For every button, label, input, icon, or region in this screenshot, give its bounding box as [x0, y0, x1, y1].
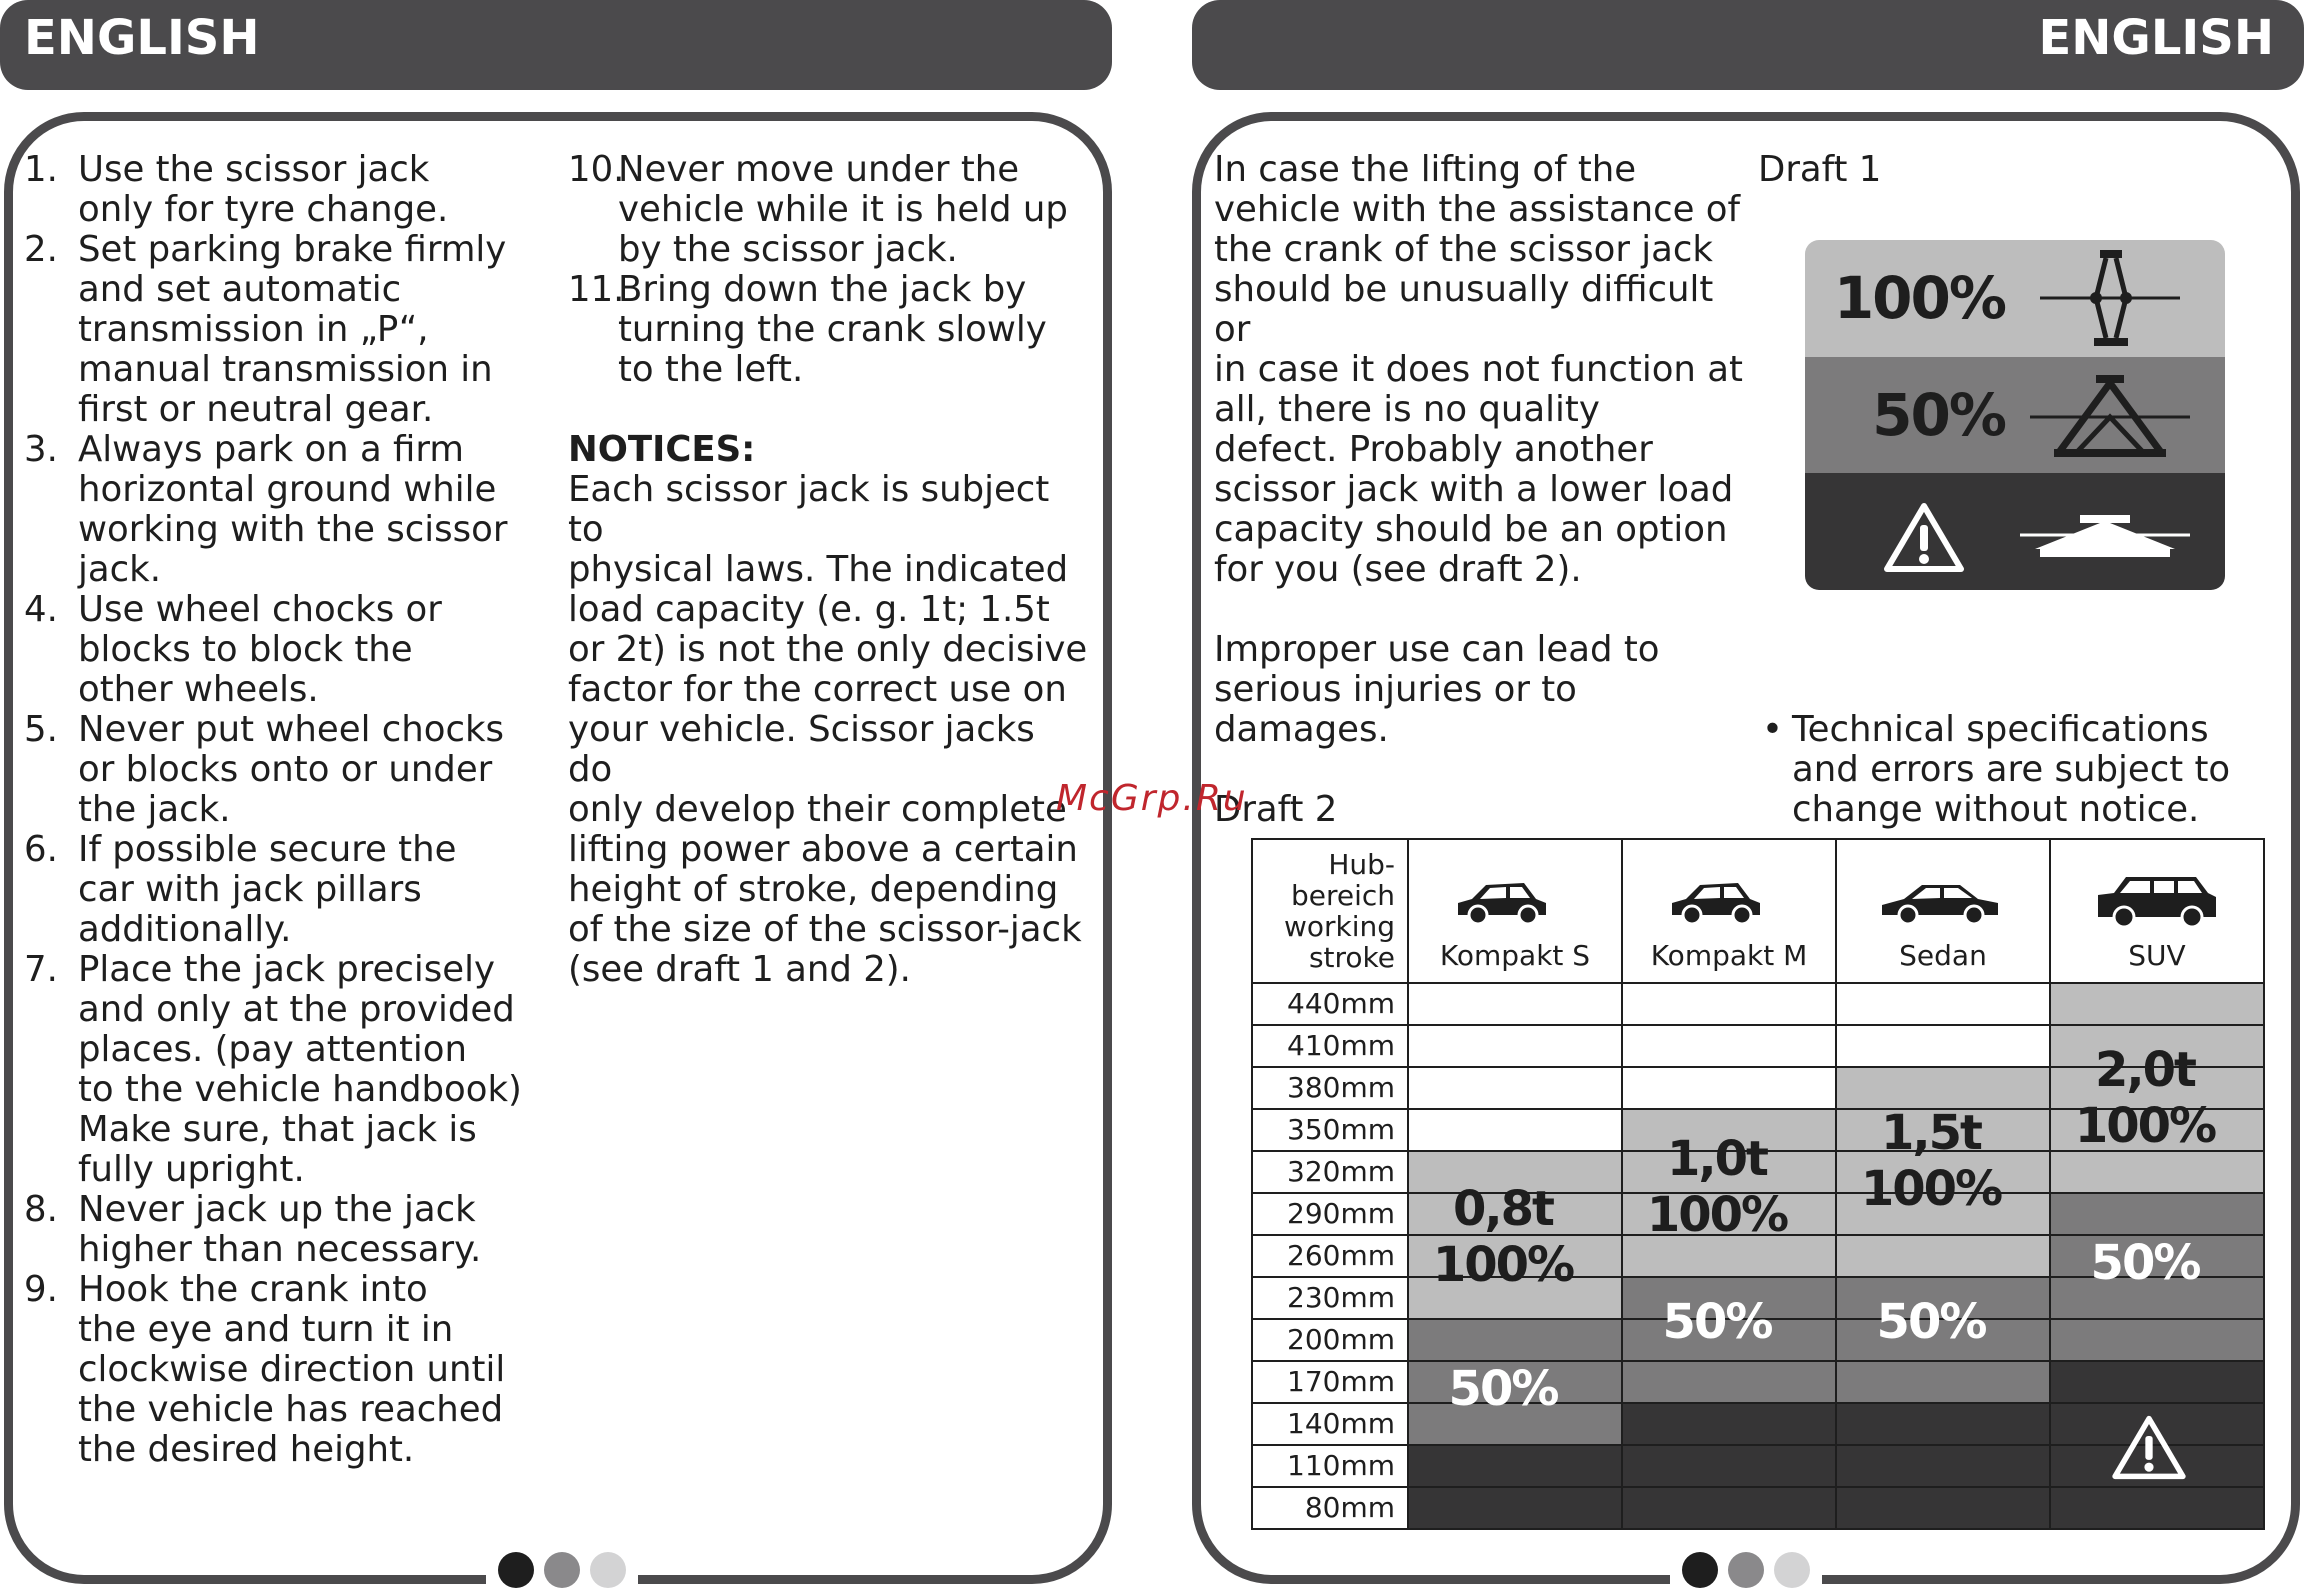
- load-cell: [1836, 1025, 2050, 1067]
- instruction-step: [24, 590, 544, 710]
- step-text-line: other wheels.: [78, 669, 319, 710]
- page-dot: [1728, 1552, 1764, 1588]
- intro-text: [1214, 150, 1754, 750]
- notices-line: height of stroke, depending: [568, 869, 1059, 910]
- notices-text: [568, 470, 1088, 990]
- stroke-height-label: 80mm: [1252, 1487, 1408, 1529]
- car-sedan-icon: [1837, 871, 2049, 931]
- step-text-line: Hook the crank into: [78, 1269, 428, 1310]
- draft2-label: Draft 2: [1214, 789, 1338, 830]
- step-number: 10.: [568, 149, 625, 190]
- notices-line: only develop their complete: [568, 789, 1067, 830]
- intro-line: scissor jack with a lower load: [1214, 469, 1734, 510]
- load-cell: [1408, 1067, 1622, 1109]
- instruction-step: [24, 430, 544, 590]
- intro-line: In case the lifting of the: [1214, 149, 1637, 190]
- step-text-line: or blocks onto or under: [78, 749, 493, 790]
- notices-line: of the size of the scissor-jack: [568, 909, 1082, 950]
- table-warning-icon: [2111, 1414, 2187, 1484]
- step-text-line: fully upright.: [78, 1149, 305, 1190]
- stroke-height-label: 320mm: [1252, 1151, 1408, 1193]
- instruction-step: [24, 830, 544, 950]
- intro-line: all, there is no quality: [1214, 389, 1600, 430]
- step-text-line: and set automatic: [78, 269, 402, 310]
- load-cell: [2050, 1151, 2264, 1193]
- load-cell: [1836, 1235, 2050, 1277]
- load-cell: [1622, 983, 1836, 1025]
- load-cell: [2050, 1193, 2264, 1235]
- stroke-height-label: 290mm: [1252, 1193, 1408, 1235]
- bullet: •: [1762, 709, 1783, 750]
- step-text-line: Set parking brake firmly: [78, 229, 507, 270]
- vehicle-column-header: [1836, 839, 2050, 983]
- stroke-height-label: 110mm: [1252, 1445, 1408, 1487]
- load-cell: [1408, 1319, 1622, 1361]
- stroke-height-label: 410mm: [1252, 1025, 1408, 1067]
- car-kompakt-s-icon: [1409, 871, 1621, 931]
- step-text-line: first or neutral gear.: [78, 389, 434, 430]
- left-page-indicator: [486, 1548, 638, 1592]
- left-page-header: ENGLISH: [0, 0, 1112, 90]
- intro-line: capacity should be an option: [1214, 509, 1728, 550]
- stroke-height-label: 260mm: [1252, 1235, 1408, 1277]
- instruction-step: [24, 950, 544, 1190]
- step-text-line: the desired height.: [78, 1429, 415, 1470]
- step-text-line: places. (pay attention: [78, 1029, 467, 1070]
- notices-line: your vehicle. Scissor jacks do: [568, 709, 1035, 790]
- capacity-half: 50%: [2090, 1234, 2200, 1291]
- right-page-indicator: [1670, 1548, 1822, 1592]
- load-cell: [1622, 1403, 1836, 1445]
- capacity-half: 50%: [1876, 1293, 1986, 1350]
- load-cell: [1622, 1487, 1836, 1529]
- right-page-header: ENGLISH: [1192, 0, 2304, 90]
- step-text-line: the vehicle has reached: [78, 1389, 504, 1430]
- step-number: 4.: [24, 589, 58, 630]
- stroke-height-label: 440mm: [1252, 983, 1408, 1025]
- load-cell: [1622, 1025, 1836, 1067]
- intro-line: for you (see draft 2).: [1214, 549, 1582, 590]
- note-line: Technical specifications: [1792, 709, 2209, 750]
- vehicle-label: Sedan: [1899, 939, 1987, 972]
- load-cell: [1836, 1403, 2050, 1445]
- instruction-step: [24, 150, 544, 230]
- step-text-line: Never move under the: [618, 149, 1020, 190]
- draft1-diagram: [1805, 240, 2225, 590]
- notices-line: or 2t) is not the only decisive: [568, 629, 1088, 670]
- load-cell: [2050, 1319, 2264, 1361]
- step-text-line: manual transmission in: [78, 349, 493, 390]
- step-number: 7.: [24, 949, 58, 990]
- stroke-header-line: working: [1283, 910, 1395, 943]
- step-text-line: only for tyre change.: [78, 189, 449, 230]
- step-text-line: Place the jack precisely: [78, 949, 495, 990]
- capacity-load: 1,5t: [1881, 1105, 1981, 1162]
- capacity-label: [1397, 1181, 1609, 1293]
- car-suv-icon: [2051, 871, 2263, 931]
- page-dot: [544, 1552, 580, 1588]
- capacity-full: 100%: [1860, 1161, 2002, 1218]
- jack-collapsed-icon: [2020, 507, 2190, 563]
- load-cell: [2050, 983, 2264, 1025]
- vehicle-label: SUV: [2128, 939, 2186, 972]
- watermark: McGrp.Ru: [1056, 778, 1248, 819]
- intro-line: defect. Probably another: [1214, 429, 1653, 470]
- vehicle-column-header: [1408, 839, 1622, 983]
- step-text-line: Bring down the jack by: [618, 269, 1027, 310]
- notices-heading: NOTICES:: [568, 429, 756, 470]
- step-text-line: Always park on a firm: [78, 429, 464, 470]
- capacity-full: 100%: [2074, 1097, 2216, 1154]
- capacity-label: [1611, 1131, 1823, 1243]
- step-text-line: blocks to block the: [78, 629, 413, 670]
- load-cell: [2050, 1487, 2264, 1529]
- instruction-step: [24, 1190, 544, 1270]
- capacity-full: 100%: [1432, 1237, 1574, 1294]
- step-number: 11.: [568, 269, 625, 310]
- spec-note: [1762, 710, 2282, 830]
- instruction-step: [24, 1270, 544, 1470]
- notices-line: Each scissor jack is subject to: [568, 469, 1050, 550]
- table-row: [1252, 983, 2264, 1025]
- load-cell: [1408, 1487, 1622, 1529]
- instruction-step: [568, 270, 1088, 390]
- notices-line: factor for the correct use on: [568, 669, 1067, 710]
- step-text-line: to the vehicle handbook): [78, 1069, 522, 1110]
- step-text-line: and only at the provided: [78, 989, 515, 1030]
- intro-line: the crank of the scissor jack: [1214, 229, 1713, 270]
- notices-line: (see draft 1 and 2).: [568, 949, 911, 990]
- vehicle-column-header: [1622, 839, 1836, 983]
- page-dot-active: [1682, 1552, 1718, 1588]
- step-number: 8.: [24, 1189, 58, 1230]
- vehicle-label: Kompakt M: [1650, 939, 1808, 972]
- step-text-line: Never put wheel chocks: [78, 709, 505, 750]
- step-number: 3.: [24, 429, 58, 470]
- page-dot: [1774, 1552, 1810, 1588]
- load-cell: [1836, 1487, 2050, 1529]
- load-cell: [1836, 1361, 2050, 1403]
- step-number: 1.: [24, 149, 58, 190]
- draft1-full-label: 100%: [1833, 264, 2005, 333]
- stroke-height-label: 140mm: [1252, 1403, 1408, 1445]
- step-text-line: Use the scissor jack: [78, 149, 430, 190]
- draft1-row-full: [1805, 240, 2225, 357]
- capacity-label: [1825, 1105, 2037, 1217]
- draft1-row-danger: [1805, 473, 2225, 590]
- step-text-line: turning the crank slowly: [618, 309, 1047, 350]
- table-row: [1252, 1487, 2264, 1529]
- step-text-line: Never jack up the jack: [78, 1189, 476, 1230]
- intro-line: should be unusually difficult or: [1214, 269, 1714, 350]
- step-number: 9.: [24, 1269, 58, 1310]
- vehicle-column-header: [2050, 839, 2264, 983]
- capacity-load: 0,8t: [1453, 1181, 1553, 1238]
- stroke-height-label: 200mm: [1252, 1319, 1408, 1361]
- intro-line: vehicle with the assistance of: [1214, 189, 1740, 230]
- step-number: 6.: [24, 829, 58, 870]
- warning-line: serious injuries or to damages.: [1214, 669, 1577, 750]
- note-line: change without notice.: [1792, 789, 2200, 830]
- page-dot-active: [498, 1552, 534, 1588]
- load-cell: [2050, 1361, 2264, 1403]
- step-text-line: vehicle while it is held up: [618, 189, 1068, 230]
- step-text-line: clockwise direction until: [78, 1349, 506, 1390]
- step-text-line: higher than necessary.: [78, 1229, 482, 1270]
- notices-line: lifting power above a certain: [568, 829, 1078, 870]
- step-text-line: the jack.: [78, 789, 231, 830]
- step-text-line: jack.: [78, 549, 161, 590]
- step-text-line: to the left.: [618, 349, 804, 390]
- stroke-header-line: stroke: [1308, 941, 1395, 974]
- steps-column-2: [568, 150, 1088, 990]
- capacity-half: 50%: [1662, 1293, 1772, 1350]
- capacity-load: 1,0t: [1667, 1130, 1767, 1187]
- instruction-step: [568, 150, 1088, 270]
- load-cell: [1408, 1109, 1622, 1151]
- capacity-half: 50%: [1448, 1361, 1558, 1418]
- step-number: 5.: [24, 709, 58, 750]
- load-cell: [1408, 1025, 1622, 1067]
- notices-line: physical laws. The indicated: [568, 549, 1069, 590]
- load-cell: [1836, 1067, 2050, 1109]
- stroke-header: [1252, 839, 1408, 983]
- step-text-line: by the scissor jack.: [618, 229, 958, 270]
- car-kompakt-m-icon: [1623, 871, 1835, 931]
- load-cell: [1622, 1445, 1836, 1487]
- stroke-height-label: 350mm: [1252, 1109, 1408, 1151]
- load-cell: [1836, 983, 2050, 1025]
- step-text-line: working with the scissor: [78, 509, 508, 550]
- step-number: 2.: [24, 229, 58, 270]
- page-dot: [590, 1552, 626, 1588]
- step-text-line: horizontal ground while: [78, 469, 497, 510]
- warning-line: Improper use can lead to: [1214, 629, 1660, 670]
- step-text-line: Use wheel chocks or: [78, 589, 442, 630]
- draft1-label: Draft 1: [1758, 149, 1882, 190]
- warning-text: [1214, 630, 1754, 750]
- step-text-line: If possible secure the: [78, 829, 457, 870]
- intro-line: in case it does not function at: [1214, 349, 1743, 390]
- stroke-header-line: Hub-: [1328, 848, 1395, 881]
- capacity-label: [2039, 1042, 2251, 1154]
- jack-raised-icon: [2040, 248, 2180, 348]
- stroke-header-line: bereich: [1290, 879, 1395, 912]
- step-text-line: the eye and turn it in: [78, 1309, 454, 1350]
- capacity-load: 2,0t: [2095, 1041, 2195, 1098]
- instruction-step: [24, 710, 544, 830]
- capacity-full: 100%: [1646, 1186, 1788, 1243]
- load-cell: [1408, 983, 1622, 1025]
- vehicle-label: Kompakt S: [1439, 939, 1591, 972]
- warning-triangle-icon: [1883, 501, 1965, 573]
- notices-line: load capacity (e. g. 1t; 1.5t: [568, 589, 1050, 630]
- draft1-half-label: 50%: [1872, 380, 2005, 449]
- stroke-height-label: 230mm: [1252, 1277, 1408, 1319]
- load-cell: [1408, 1445, 1622, 1487]
- step-text-line: Make sure, that jack is: [78, 1109, 477, 1150]
- jack-mid-icon: [2030, 371, 2190, 461]
- steps-column-1: [24, 150, 544, 1470]
- stroke-height-label: 170mm: [1252, 1361, 1408, 1403]
- note-line: and errors are subject to: [1792, 749, 2231, 790]
- load-cell: [1622, 1067, 1836, 1109]
- load-cell: [1622, 1361, 1836, 1403]
- draft1-row-half: [1805, 357, 2225, 474]
- step-text-line: additionally.: [78, 909, 292, 950]
- load-cell: [1836, 1445, 2050, 1487]
- instruction-step: [24, 230, 544, 430]
- step-text-line: car with jack pillars: [78, 869, 422, 910]
- step-text-line: transmission in „P“,: [78, 309, 429, 350]
- stroke-height-label: 380mm: [1252, 1067, 1408, 1109]
